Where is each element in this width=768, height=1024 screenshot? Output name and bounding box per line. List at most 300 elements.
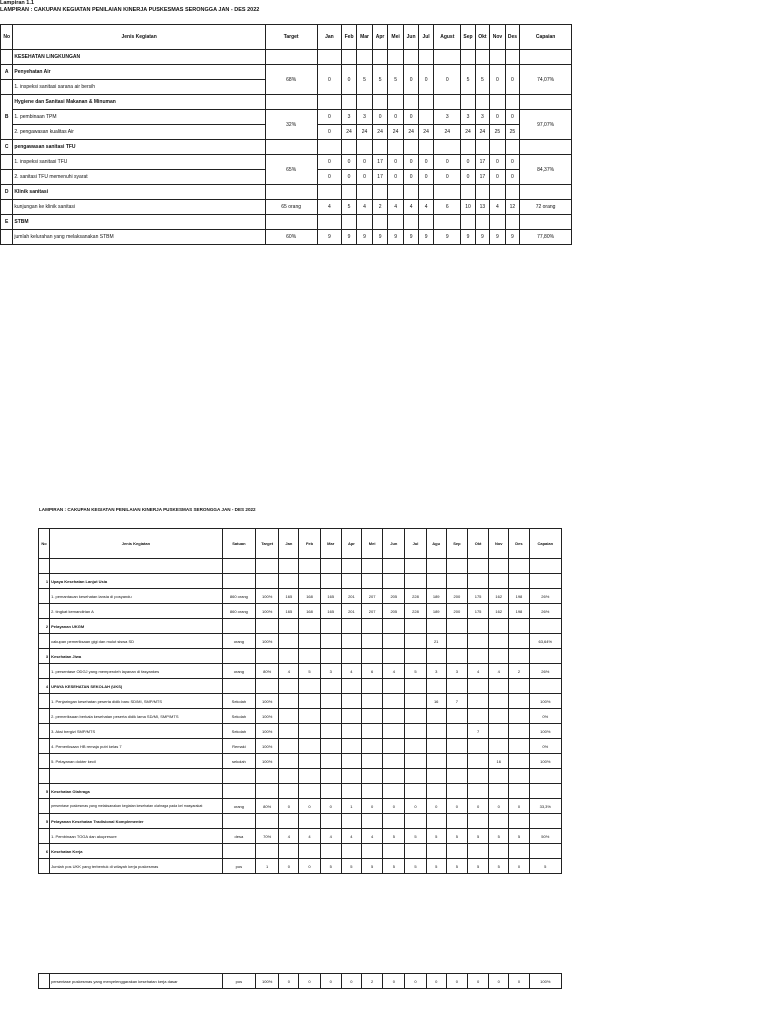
month-cell: 4 xyxy=(320,829,341,844)
month-cell: 10 xyxy=(461,200,475,215)
month-cell: 3 xyxy=(342,110,356,125)
capaian-cell: 100% xyxy=(529,974,561,989)
month-cell: 17 xyxy=(475,155,489,170)
capaian-cell: 72 orang xyxy=(520,200,572,215)
item-label: 1. Pembinaan TOGA dan akupresure xyxy=(50,829,223,844)
section-4-row xyxy=(39,679,562,694)
target-cell: 60% xyxy=(265,230,317,245)
month-cell: 4 xyxy=(341,664,361,679)
month-cell: 0 xyxy=(342,170,356,185)
item-label: 2. tingkat kemandirian A xyxy=(50,604,223,619)
month-cell: 24 xyxy=(356,125,373,140)
section-no: 5 xyxy=(39,814,50,829)
section-no: 5 xyxy=(39,784,50,799)
item-label: 1. inspeksi sanitasi sarana air bersih xyxy=(13,80,265,95)
month-cell: 24 xyxy=(342,125,356,140)
month-cell: 0 xyxy=(467,799,488,814)
col-capaian: Capaian xyxy=(520,25,572,50)
section-no: 3 xyxy=(39,649,50,664)
capaian-cell: 26% xyxy=(529,604,561,619)
month-cell: 5 xyxy=(320,859,341,874)
month-cell: 168 xyxy=(299,604,320,619)
month-cell: 25 xyxy=(505,125,519,140)
month-cell: 4 xyxy=(317,200,342,215)
month-cell: 201 xyxy=(341,589,361,604)
month-cell: 16 xyxy=(426,694,446,709)
section-7-row xyxy=(39,844,562,859)
month-cell: 5 xyxy=(467,859,488,874)
month-cell: 24 xyxy=(404,125,418,140)
month-cell: 0 xyxy=(461,155,475,170)
capaian-cell: 33,3% xyxy=(529,799,561,814)
month-cell: 9 xyxy=(490,230,506,245)
target-cell: 65 orang xyxy=(265,200,317,215)
month-cell: 0 xyxy=(299,974,320,989)
month-cell: 0 xyxy=(317,110,342,125)
month-cell: 9 xyxy=(373,230,387,245)
lampiran-label: Lampiran 1.1 xyxy=(0,0,34,6)
month-cell: 9 xyxy=(356,230,373,245)
target-cell: 100% xyxy=(256,604,279,619)
month-cell: 0 xyxy=(317,155,342,170)
capaian-cell: 100% xyxy=(529,694,561,709)
month-cell: 5 xyxy=(387,65,404,95)
month-cell: 0 xyxy=(383,974,405,989)
item-label: persentase puskesmas yang melaksanakan kegiatan kesehatan olahraga pada kel masyarakat xyxy=(50,799,223,814)
satuan-cell: 860 orang xyxy=(222,589,255,604)
doc1-table xyxy=(0,24,572,245)
month-cell: 0 xyxy=(418,65,434,95)
month-cell: 4 xyxy=(341,829,361,844)
month-cell: 5 xyxy=(299,664,320,679)
month-cell: 0 xyxy=(418,155,434,170)
group-e-item-row xyxy=(1,230,572,245)
month-cell: 162 xyxy=(489,604,509,619)
month-cell: 5 xyxy=(446,859,467,874)
group-no: C xyxy=(1,140,13,155)
target-cell: 70% xyxy=(256,829,279,844)
item-label: 2. pemeriksaan berkala kesehatan peserta didik lama SD/MI, SMP/MTS xyxy=(50,709,223,724)
month-cell: 0 xyxy=(341,974,361,989)
month-cell: 5 xyxy=(426,829,446,844)
month-cell: 205 xyxy=(383,589,405,604)
month-cell: 5 xyxy=(461,65,475,95)
month-cell: 0 xyxy=(418,170,434,185)
month-cell: 9 xyxy=(418,230,434,245)
section-5-row xyxy=(39,784,562,799)
month-cell: 0 xyxy=(404,110,418,125)
group-a-row xyxy=(1,65,572,80)
month-cell: 24 xyxy=(461,125,475,140)
month-cell: 2 xyxy=(373,200,387,215)
month-cell: 0 xyxy=(509,859,529,874)
capaian-cell: 0% xyxy=(529,709,561,724)
group-title: Penyehatan Air xyxy=(13,65,265,80)
satuan-cell: orang xyxy=(222,799,255,814)
s3-r1-row xyxy=(39,664,562,679)
month-cell: 9 xyxy=(317,230,342,245)
s4-r5-row xyxy=(39,754,562,769)
target-cell: 100% xyxy=(256,709,279,724)
col-mei: Mei xyxy=(387,25,404,50)
month-cell: 200 xyxy=(446,589,467,604)
col-des: Des xyxy=(505,25,519,50)
month-cell: 165 xyxy=(320,604,341,619)
target-cell: 100% xyxy=(256,754,279,769)
month-cell: 5 xyxy=(489,829,509,844)
capaian-cell: 26% xyxy=(529,664,561,679)
group-title: STBM xyxy=(13,215,265,230)
month-cell: 24 xyxy=(475,125,489,140)
month-cell: 17 xyxy=(475,170,489,185)
col-mar: Mar xyxy=(320,529,341,559)
month-cell: 21 xyxy=(426,634,446,649)
month-cell: 165 xyxy=(320,589,341,604)
month-cell: 9 xyxy=(342,230,356,245)
satuan-cell: pos xyxy=(222,974,255,989)
group-d-row xyxy=(1,185,572,200)
month-cell: 162 xyxy=(489,589,509,604)
capaian-cell: 74,07% xyxy=(520,65,572,95)
col-apr: Apr xyxy=(341,529,361,559)
group-title: Hygiene dan Sanitasi Makanan & Minuman xyxy=(13,95,265,110)
month-cell: 24 xyxy=(387,125,404,140)
target-cell: 68% xyxy=(265,65,317,95)
section-3-row xyxy=(39,649,562,664)
month-cell: 200 xyxy=(446,604,467,619)
month-cell: 198 xyxy=(509,604,529,619)
item-label: 3. Aksi bergizi SMP/MTS xyxy=(50,724,223,739)
item-label: 2. pengawasan kualitas Air xyxy=(13,125,265,140)
target-cell: 100% xyxy=(256,724,279,739)
month-cell: 5 xyxy=(373,65,387,95)
group-b-item1-row xyxy=(1,110,572,125)
capaian-cell: 50% xyxy=(529,829,561,844)
month-cell: 4 xyxy=(356,200,373,215)
month-cell: 0 xyxy=(446,799,467,814)
month-cell: 201 xyxy=(341,604,361,619)
satuan-cell: sekolah xyxy=(222,754,255,769)
month-cell: 228 xyxy=(405,604,426,619)
month-cell: 0 xyxy=(299,859,320,874)
doc2-title: LAMPIRAN : CAKUPAN KEGIATAN PENILAIAN KINERJA PUSKESMAS SERONGGA JAN - DES 2022 xyxy=(39,507,256,512)
month-cell: 5 xyxy=(446,829,467,844)
month-cell: 205 xyxy=(383,604,405,619)
month-cell: 0 xyxy=(505,155,519,170)
month-cell: 207 xyxy=(362,589,383,604)
s7-r1-row xyxy=(39,859,562,874)
col-target: Target xyxy=(256,529,279,559)
section-title: Kesehatan Olahraga xyxy=(50,784,223,799)
item-label: jumlah kelurahan yang melaksanakan STBM xyxy=(13,230,265,245)
section-6-row xyxy=(39,814,562,829)
col-nov: Nov xyxy=(489,529,509,559)
month-cell: 0 xyxy=(387,110,404,125)
month-cell: 3 xyxy=(461,110,475,125)
s5-r1-row xyxy=(39,799,562,814)
s4-r2-row xyxy=(39,709,562,724)
month-cell: 0 xyxy=(490,170,506,185)
month-cell: 4 xyxy=(279,829,299,844)
group-title: pengawasan sanitasi TFU xyxy=(13,140,265,155)
satuan-cell: desa xyxy=(222,829,255,844)
section-title: KESEHATAN LINGKUNGAN xyxy=(13,50,265,65)
month-cell: 0 xyxy=(279,974,299,989)
col-feb: Feb xyxy=(299,529,320,559)
doc2-last-row-table xyxy=(38,973,562,989)
section-title: UPAYA KESEHATAN SEKOLAH (UKS) xyxy=(50,679,223,694)
month-cell: 0 xyxy=(320,974,341,989)
month-cell: 7 xyxy=(446,694,467,709)
month-cell: 168 xyxy=(299,589,320,604)
month-cell: 6 xyxy=(434,200,461,215)
month-cell: 0 xyxy=(434,65,461,95)
month-cell: 3 xyxy=(320,664,341,679)
month-cell: 5 xyxy=(341,859,361,874)
month-cell: 0 xyxy=(467,974,488,989)
section-title: Pelayanan Kesehatan Tradisional Komplementer xyxy=(50,814,223,829)
month-cell: 3 xyxy=(475,110,489,125)
month-cell: 0 xyxy=(279,859,299,874)
doc2-header-row xyxy=(39,529,562,559)
month-cell: 0 xyxy=(320,799,341,814)
satuan-cell: Sekolah xyxy=(222,724,255,739)
col-satuan: Satuan xyxy=(222,529,255,559)
month-cell: 0 xyxy=(405,799,426,814)
month-cell: 0 xyxy=(446,974,467,989)
s4-r4-row xyxy=(39,739,562,754)
section-no: 4 xyxy=(39,679,50,694)
item-label: 1. Penjaringan kesehatan peserta didik baru SD/MI, SMP/MTS xyxy=(50,694,223,709)
s2-r1-row xyxy=(39,634,562,649)
month-cell: 0 xyxy=(404,155,418,170)
month-cell: 189 xyxy=(426,604,446,619)
section-title: Kesehatan Jiwa xyxy=(50,649,223,664)
section-row xyxy=(1,50,572,65)
month-cell: 175 xyxy=(467,589,488,604)
month-cell: 165 xyxy=(279,604,299,619)
month-cell: 0 xyxy=(505,170,519,185)
col-apr: Apr xyxy=(373,25,387,50)
month-cell: 17 xyxy=(373,170,387,185)
month-cell: 0 xyxy=(490,110,506,125)
col-agust: Agust xyxy=(434,25,461,50)
satuan-cell: Sekolah xyxy=(222,694,255,709)
month-cell: 198 xyxy=(509,589,529,604)
target-cell: 80% xyxy=(256,664,279,679)
target-cell: 65% xyxy=(265,155,317,185)
capaian-cell: 100% xyxy=(529,724,561,739)
s4-r1-row xyxy=(39,694,562,709)
doc1-header-row xyxy=(1,25,572,50)
month-cell: 12 xyxy=(505,200,519,215)
section-2-row xyxy=(39,619,562,634)
month-cell: 4 xyxy=(387,200,404,215)
section-no: 1 xyxy=(39,574,50,589)
col-jan: Jan xyxy=(317,25,342,50)
section-1-row xyxy=(39,574,562,589)
col-no: No xyxy=(39,529,50,559)
month-cell: 9 xyxy=(434,230,461,245)
month-cell: 6 xyxy=(362,664,383,679)
col-jun: Jun xyxy=(404,25,418,50)
s1-r1-row xyxy=(39,589,562,604)
doc1-title: LAMPIRAN : CAKUPAN KEGIATAN PENILAIAN KINERJA PUSKESMAS SERONGGA JAN - DES 2022 xyxy=(0,7,260,13)
month-cell: 9 xyxy=(475,230,489,245)
month-cell: 0 xyxy=(509,799,529,814)
month-cell: 175 xyxy=(467,604,488,619)
satuan-cell: Sekolah xyxy=(222,709,255,724)
month-cell: 3 xyxy=(434,110,461,125)
col-jul: Jul xyxy=(418,25,434,50)
month-cell: 0 xyxy=(505,110,519,125)
month-cell: 3 xyxy=(426,664,446,679)
doc2-table xyxy=(38,528,562,874)
capaian-cell: 97,07% xyxy=(520,110,572,140)
month-cell: 5 xyxy=(383,829,405,844)
month-cell: 2 xyxy=(362,974,383,989)
col-mar: Mar xyxy=(356,25,373,50)
section-title: Pelayanan UKGM xyxy=(50,619,223,634)
group-no: E xyxy=(1,215,13,230)
group-e-row xyxy=(1,215,572,230)
month-cell: 165 xyxy=(279,589,299,604)
item-label: kunjungan ke klinik sanitasi xyxy=(13,200,265,215)
month-cell: 0 xyxy=(461,170,475,185)
month-cell: 0 xyxy=(490,65,506,95)
col-mei: Mei xyxy=(362,529,383,559)
last-row xyxy=(39,974,562,989)
month-cell: 5 xyxy=(405,664,426,679)
item-label: 1. persentase ODGJ yang memperoleh layanan di fasyankes xyxy=(50,664,223,679)
s1-r2-row xyxy=(39,604,562,619)
month-cell: 189 xyxy=(426,589,446,604)
month-cell: 4 xyxy=(383,664,405,679)
month-cell: 0 xyxy=(489,974,509,989)
month-cell: 9 xyxy=(505,230,519,245)
item-label: 5. Pelayanan dokter kecil xyxy=(50,754,223,769)
capaian-cell: 84,37% xyxy=(520,155,572,185)
target-cell: 1 xyxy=(256,859,279,874)
col-jenis: Jenis Kegiatan xyxy=(50,529,223,559)
group-b-row xyxy=(1,95,572,110)
month-cell: 0 xyxy=(404,170,418,185)
month-cell: 0 xyxy=(490,155,506,170)
group-no: D xyxy=(1,185,13,200)
col-okt: Okt xyxy=(475,25,489,50)
month-cell: 0 xyxy=(405,974,426,989)
month-cell: 4 xyxy=(467,664,488,679)
col-capaian: Capaian xyxy=(529,529,561,559)
satuan-cell: pos xyxy=(222,859,255,874)
month-cell: 3 xyxy=(446,664,467,679)
month-cell: 0 xyxy=(505,65,519,95)
col-sep: Sep xyxy=(446,529,467,559)
satuan-cell: 860 orang xyxy=(222,604,255,619)
month-cell: 0 xyxy=(404,65,418,95)
month-cell: 0 xyxy=(342,65,356,95)
month-cell: 0 xyxy=(434,170,461,185)
month-cell: 0 xyxy=(317,170,342,185)
section-no: 2 xyxy=(39,619,50,634)
capaian-cell: 5 xyxy=(529,859,561,874)
month-cell: 3 xyxy=(356,110,373,125)
month-cell: 5 xyxy=(405,829,426,844)
month-cell: 24 xyxy=(418,125,434,140)
month-cell: 0 xyxy=(342,155,356,170)
month-cell: 7 xyxy=(467,724,488,739)
group-no: A xyxy=(1,65,13,80)
month-cell: 4 xyxy=(418,200,434,215)
month-cell: 0 xyxy=(373,110,387,125)
month-cell: 0 xyxy=(356,155,373,170)
satuan-cell: Remaki xyxy=(222,739,255,754)
target-cell: 80% xyxy=(256,799,279,814)
month-cell: 0 xyxy=(362,799,383,814)
month-cell: 4 xyxy=(279,664,299,679)
month-cell: 5 xyxy=(489,859,509,874)
month-cell: 9 xyxy=(387,230,404,245)
target-cell: 100% xyxy=(256,739,279,754)
month-cell: 25 xyxy=(490,125,506,140)
target-cell: 100% xyxy=(256,589,279,604)
group-title: Klinik sanitasi xyxy=(13,185,265,200)
s4-r3-row xyxy=(39,724,562,739)
item-label: persentase puskesmas yang menyelenggarakan kesehatan kerja dasar xyxy=(50,974,223,989)
capaian-cell: 0% xyxy=(529,739,561,754)
month-cell: 0 xyxy=(489,799,509,814)
month-cell: 0 xyxy=(426,799,446,814)
capaian-cell: 100% xyxy=(529,754,561,769)
group-no: B xyxy=(1,95,13,140)
month-cell: 5 xyxy=(342,200,356,215)
month-cell: 13 xyxy=(475,200,489,215)
group-c-item1-row xyxy=(1,155,572,170)
month-cell: 5 xyxy=(356,65,373,95)
month-cell: 4 xyxy=(362,829,383,844)
month-cell: 1 xyxy=(341,799,361,814)
month-cell: 5 xyxy=(405,859,426,874)
capaian-cell: 26% xyxy=(529,589,561,604)
col-nov: Nov xyxy=(490,25,506,50)
month-cell: 4 xyxy=(489,664,509,679)
col-jan: Jan xyxy=(279,529,299,559)
month-cell: 4 xyxy=(404,200,418,215)
month-cell: 5 xyxy=(383,859,405,874)
month-cell: 0 xyxy=(299,799,320,814)
month-cell: 0 xyxy=(383,799,405,814)
month-cell: 5 xyxy=(467,829,488,844)
satuan-cell: orang xyxy=(222,634,255,649)
month-cell: 0 xyxy=(426,974,446,989)
month-cell: 9 xyxy=(404,230,418,245)
section-title: Upaya Kesehatan Lanjut Usia xyxy=(50,574,223,589)
item-label: 1. pembinaan TPM xyxy=(13,110,265,125)
month-cell: 17 xyxy=(373,155,387,170)
target-cell: 100% xyxy=(256,694,279,709)
item-label: cakupan pemeriksaan gigi dan mulut siswa SD xyxy=(50,634,223,649)
month-cell: 0 xyxy=(387,155,404,170)
group-d-item-row xyxy=(1,200,572,215)
item-label: 1. inspeksi sanitasi TFU xyxy=(13,155,265,170)
col-agu: Agu xyxy=(426,529,446,559)
item-label: Jumlah pos UKK yang terbentuk di wilayah kerja puskesmas xyxy=(50,859,223,874)
month-cell: 24 xyxy=(434,125,461,140)
month-cell: 4 xyxy=(490,200,506,215)
item-label: 1. pemantauan kesehatan lansia di posyandu xyxy=(50,589,223,604)
month-cell: 0 xyxy=(509,974,529,989)
satuan-cell: orang xyxy=(222,664,255,679)
